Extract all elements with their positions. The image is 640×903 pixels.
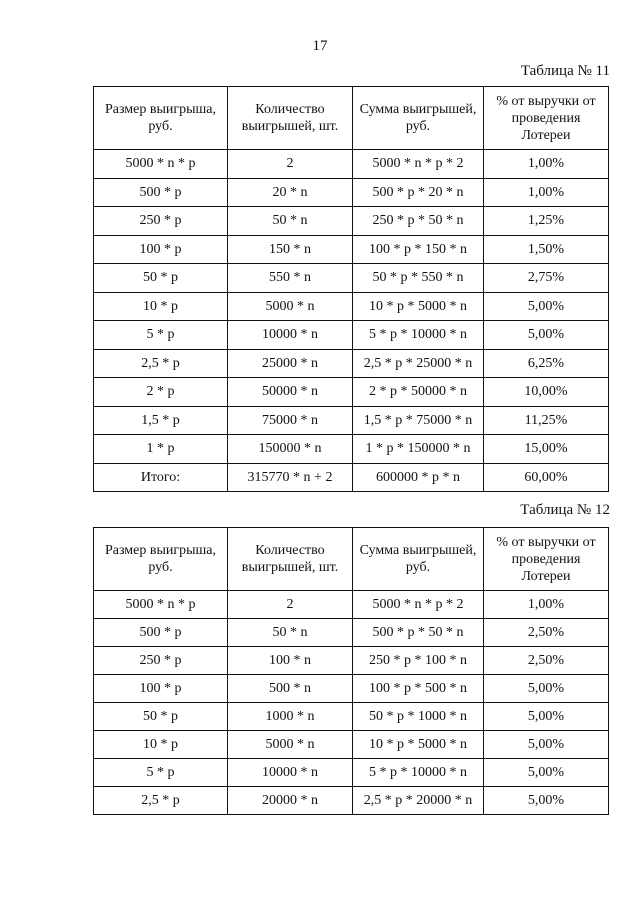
cell-prize-sum: 10 * p * 5000 * n: [353, 731, 484, 759]
cell-prize-count: 315770 * n + 2: [228, 463, 353, 492]
table-row: [94, 787, 609, 815]
cell-revenue-percent: 1,50%: [484, 235, 609, 264]
table-row: [94, 349, 609, 378]
cell-revenue-percent: 5,00%: [484, 675, 609, 703]
cell-prize-count: 5000 * n: [228, 292, 353, 321]
cell-revenue-percent: 1,00%: [484, 178, 609, 207]
table-row: [94, 235, 609, 264]
table-row: [94, 759, 609, 787]
cell-revenue-percent: 60,00%: [484, 463, 609, 492]
cell-prize-size: Итого:: [94, 463, 228, 492]
cell-prize-sum: 50 * p * 550 * n: [353, 264, 484, 293]
cell-prize-count: 20 * n: [228, 178, 353, 207]
cell-prize-sum: 600000 * p * n: [353, 463, 484, 492]
cell-prize-sum: 1 * p * 150000 * n: [353, 435, 484, 464]
cell-prize-size: 5 * p: [94, 759, 228, 787]
header-revenue-percent: % от выручки от проведения Лотереи: [484, 87, 609, 150]
cell-prize-size: 5000 * n * p: [94, 591, 228, 619]
cell-prize-count: 50 * n: [228, 619, 353, 647]
cell-prize-count: 2: [228, 150, 353, 179]
table-row: [94, 264, 609, 293]
table-row: [94, 591, 609, 619]
cell-prize-size: 500 * p: [94, 619, 228, 647]
cell-revenue-percent: 6,25%: [484, 349, 609, 378]
header-prize-sum: Сумма выигрышей, руб.: [353, 528, 484, 591]
page-number: 17: [312, 38, 328, 54]
table-12-caption: Таблица № 12: [520, 502, 610, 518]
header-prize-count: Количество выигрышей, шт.: [228, 87, 353, 150]
cell-prize-size: 2,5 * p: [94, 349, 228, 378]
cell-prize-sum: 2 * p * 50000 * n: [353, 378, 484, 407]
cell-prize-sum: 500 * p * 20 * n: [353, 178, 484, 207]
table-11-body: [94, 150, 609, 492]
table-row: [94, 378, 609, 407]
cell-prize-size: 100 * p: [94, 235, 228, 264]
table-row: [94, 619, 609, 647]
cell-revenue-percent: 5,00%: [484, 321, 609, 350]
table-12: [93, 527, 609, 815]
table-row: [94, 150, 609, 179]
cell-prize-count: 50000 * n: [228, 378, 353, 407]
cell-revenue-percent: 2,50%: [484, 647, 609, 675]
table-row: [94, 463, 609, 492]
cell-prize-size: 2 * p: [94, 378, 228, 407]
cell-prize-sum: 5000 * n * p * 2: [353, 591, 484, 619]
cell-prize-size: 1 * p: [94, 435, 228, 464]
cell-prize-count: 550 * n: [228, 264, 353, 293]
table-12-body: [94, 591, 609, 815]
cell-prize-sum: 1,5 * p * 75000 * n: [353, 406, 484, 435]
cell-revenue-percent: 5,00%: [484, 703, 609, 731]
header-prize-count: Количество выигрышей, шт.: [228, 528, 353, 591]
cell-revenue-percent: 5,00%: [484, 731, 609, 759]
cell-prize-sum: 250 * p * 50 * n: [353, 207, 484, 236]
cell-prize-count: 100 * n: [228, 647, 353, 675]
cell-prize-count: 500 * n: [228, 675, 353, 703]
cell-prize-size: 500 * p: [94, 178, 228, 207]
cell-prize-count: 2: [228, 591, 353, 619]
table-11: [93, 86, 609, 492]
table-header-row: [94, 528, 609, 591]
cell-prize-sum: 250 * p * 100 * n: [353, 647, 484, 675]
cell-prize-sum: 5 * p * 10000 * n: [353, 321, 484, 350]
table-row: [94, 292, 609, 321]
table-row: [94, 731, 609, 759]
cell-prize-count: 75000 * n: [228, 406, 353, 435]
cell-revenue-percent: 2,50%: [484, 619, 609, 647]
cell-prize-size: 5000 * n * p: [94, 150, 228, 179]
cell-prize-sum: 5000 * n * p * 2: [353, 150, 484, 179]
cell-revenue-percent: 10,00%: [484, 378, 609, 407]
table-row: [94, 178, 609, 207]
table-row: [94, 207, 609, 236]
cell-prize-size: 10 * p: [94, 731, 228, 759]
cell-revenue-percent: 5,00%: [484, 292, 609, 321]
cell-prize-sum: 2,5 * p * 25000 * n: [353, 349, 484, 378]
cell-prize-size: 1,5 * p: [94, 406, 228, 435]
cell-prize-sum: 10 * p * 5000 * n: [353, 292, 484, 321]
cell-prize-count: 5000 * n: [228, 731, 353, 759]
cell-prize-count: 150000 * n: [228, 435, 353, 464]
cell-prize-sum: 2,5 * p * 20000 * n: [353, 787, 484, 815]
table-11-caption: Таблица № 11: [520, 63, 610, 79]
header-revenue-percent: % от выручки от проведения Лотереи: [484, 528, 609, 591]
cell-prize-count: 25000 * n: [228, 349, 353, 378]
table-row: [94, 321, 609, 350]
table-row: [94, 435, 609, 464]
header-prize-size: Размер выигрыша, руб.: [94, 87, 228, 150]
cell-prize-count: 10000 * n: [228, 759, 353, 787]
cell-prize-count: 150 * n: [228, 235, 353, 264]
cell-revenue-percent: 1,00%: [484, 591, 609, 619]
cell-prize-size: 100 * p: [94, 675, 228, 703]
table-row: [94, 406, 609, 435]
cell-prize-sum: 100 * p * 500 * n: [353, 675, 484, 703]
cell-revenue-percent: 2,75%: [484, 264, 609, 293]
cell-prize-size: 250 * p: [94, 207, 228, 236]
cell-prize-size: 10 * p: [94, 292, 228, 321]
cell-prize-count: 50 * n: [228, 207, 353, 236]
header-prize-size: Размер выигрыша, руб.: [94, 528, 228, 591]
cell-revenue-percent: 1,25%: [484, 207, 609, 236]
cell-prize-size: 50 * p: [94, 703, 228, 731]
cell-prize-size: 50 * p: [94, 264, 228, 293]
cell-prize-count: 1000 * n: [228, 703, 353, 731]
table-row: [94, 675, 609, 703]
cell-revenue-percent: 1,00%: [484, 150, 609, 179]
cell-prize-sum: 100 * p * 150 * n: [353, 235, 484, 264]
table-header-row: [94, 87, 609, 150]
header-prize-sum: Сумма выигрышей, руб.: [353, 87, 484, 150]
cell-revenue-percent: 15,00%: [484, 435, 609, 464]
cell-revenue-percent: 5,00%: [484, 759, 609, 787]
cell-prize-count: 10000 * n: [228, 321, 353, 350]
cell-prize-size: 2,5 * p: [94, 787, 228, 815]
table-row: [94, 647, 609, 675]
cell-prize-sum: 500 * p * 50 * n: [353, 619, 484, 647]
cell-prize-sum: 50 * p * 1000 * n: [353, 703, 484, 731]
cell-revenue-percent: 11,25%: [484, 406, 609, 435]
cell-prize-sum: 5 * p * 10000 * n: [353, 759, 484, 787]
cell-prize-size: 250 * p: [94, 647, 228, 675]
cell-revenue-percent: 5,00%: [484, 787, 609, 815]
cell-prize-size: 5 * p: [94, 321, 228, 350]
cell-prize-count: 20000 * n: [228, 787, 353, 815]
table-row: [94, 703, 609, 731]
